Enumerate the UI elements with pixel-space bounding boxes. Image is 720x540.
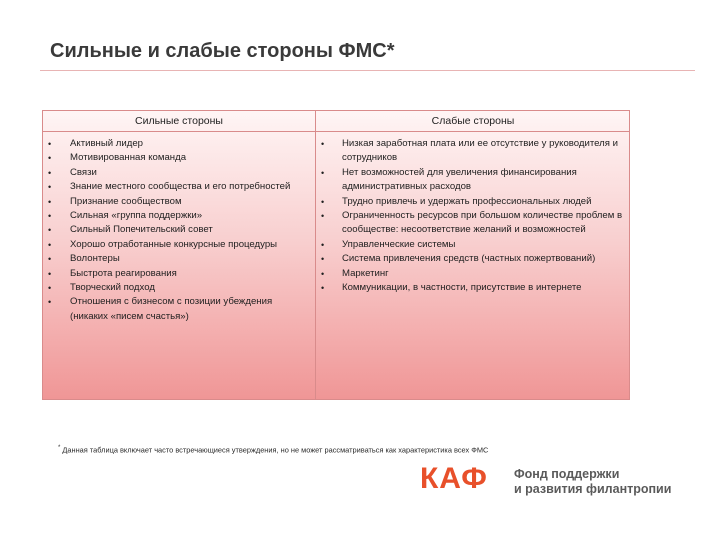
bullet-icon: • [321, 167, 325, 178]
logo-line-1: Фонд поддержки [514, 467, 620, 481]
bullet-icon: • [48, 196, 52, 207]
weakness-item-text: Система привлечения средств (частных пожертвований) [342, 253, 596, 265]
bullet-icon: • [48, 297, 52, 308]
weakness-item [316, 137, 624, 166]
strength-item-text: Активный лидер [70, 138, 143, 149]
bullet-icon: • [321, 254, 325, 265]
strength-item [43, 195, 309, 209]
strength-item-text: Сильная «группа поддержки» [70, 210, 203, 222]
slide-title: Сильные и слабые стороны ФМС* [50, 40, 395, 62]
bullet-icon: • [48, 239, 52, 250]
weakness-item-text: Низкая заработная плата или ее отсутствие у руководителя и сотрудников [342, 138, 618, 164]
bullet-icon: • [48, 211, 52, 222]
bullet-icon: • [321, 196, 325, 207]
bullet-icon: • [48, 139, 52, 149]
weakness-item [316, 267, 624, 281]
footnote-text: Данная таблица включает часто встречающиеся утверждения, но не может рассматриваться как характеристика всех ФМС [62, 445, 489, 455]
weaknesses-column [315, 132, 630, 399]
strength-item-text: Быстрота реагирования [70, 267, 177, 279]
weakness-item-text: Маркетинг [342, 267, 389, 279]
title-divider [40, 70, 695, 71]
strength-item [43, 295, 309, 324]
bullet-icon: • [48, 283, 52, 294]
strength-item [43, 252, 309, 266]
weakness-item-text: Ограниченность ресурсов при большом количестве проблем в сообществе: несоответствие желаний и возможностей [342, 210, 623, 236]
strength-item [43, 180, 309, 194]
footnote [58, 445, 488, 454]
bullet-icon: • [48, 254, 52, 265]
strength-item [43, 238, 309, 252]
weakness-item-text: Нет возможностей для увеличения финансирования административных расходов [342, 166, 577, 193]
bullet-icon: • [321, 211, 325, 222]
weakness-item-text: Управленческие системы [342, 238, 456, 250]
bullet-icon: • [321, 239, 325, 250]
strength-item-text: Отношения с бизнесом с позиции убеждения (никаких «писем счастья») [70, 296, 273, 322]
weakness-item [316, 209, 624, 238]
strength-item-text: Творческий подход [70, 282, 155, 294]
bullet-icon: • [48, 268, 52, 279]
weakness-item [316, 238, 624, 252]
weakness-item-text: Коммуникации, в частности, присутствие в интернете [342, 282, 582, 294]
weakness-item [316, 166, 624, 195]
bullet-icon: • [321, 139, 325, 149]
weakness-item [316, 252, 624, 266]
strength-item-text: Мотивированная команда [70, 152, 187, 164]
bullet-icon: • [48, 225, 52, 236]
strength-item [43, 166, 309, 180]
bullet-icon: • [321, 283, 325, 294]
strength-item-text: Признание сообществом [70, 195, 182, 207]
weakness-item-text: Трудно привлечь и удержать профессиональных людей [342, 195, 592, 207]
strength-item [43, 223, 309, 237]
strength-item-text: Хорошо отработанные конкурсные процедуры [70, 238, 278, 250]
logo-line-2: и развития филантропии [514, 482, 672, 496]
bullet-icon: • [48, 182, 52, 193]
weaknesses-list [316, 132, 630, 295]
strength-item-text: Сильный Попечительский совет [70, 224, 213, 236]
bullet-icon: • [321, 268, 325, 279]
strength-item-text: Волонтеры [70, 253, 120, 265]
strength-item [43, 281, 309, 295]
strength-item [43, 209, 309, 223]
swot-table [42, 110, 630, 400]
strengths-list [43, 132, 315, 324]
bullet-icon: • [48, 153, 52, 164]
weakness-item [316, 281, 624, 295]
weakness-item [316, 195, 624, 209]
strength-item [43, 267, 309, 281]
strength-item-text: Знание местного сообщества и его потребностей [70, 181, 291, 193]
logo-text [514, 467, 671, 497]
strength-item [43, 151, 309, 165]
footnote-marker: * [58, 445, 61, 451]
strengths-column [43, 132, 315, 399]
strength-item [43, 137, 309, 151]
strengths-header: Сильные стороны [43, 111, 315, 132]
weaknesses-header: Слабые стороны [315, 111, 630, 132]
bullet-icon: • [48, 167, 52, 178]
logo-mark: КАФ [420, 462, 488, 495]
strength-item-text: Связи [70, 166, 97, 178]
